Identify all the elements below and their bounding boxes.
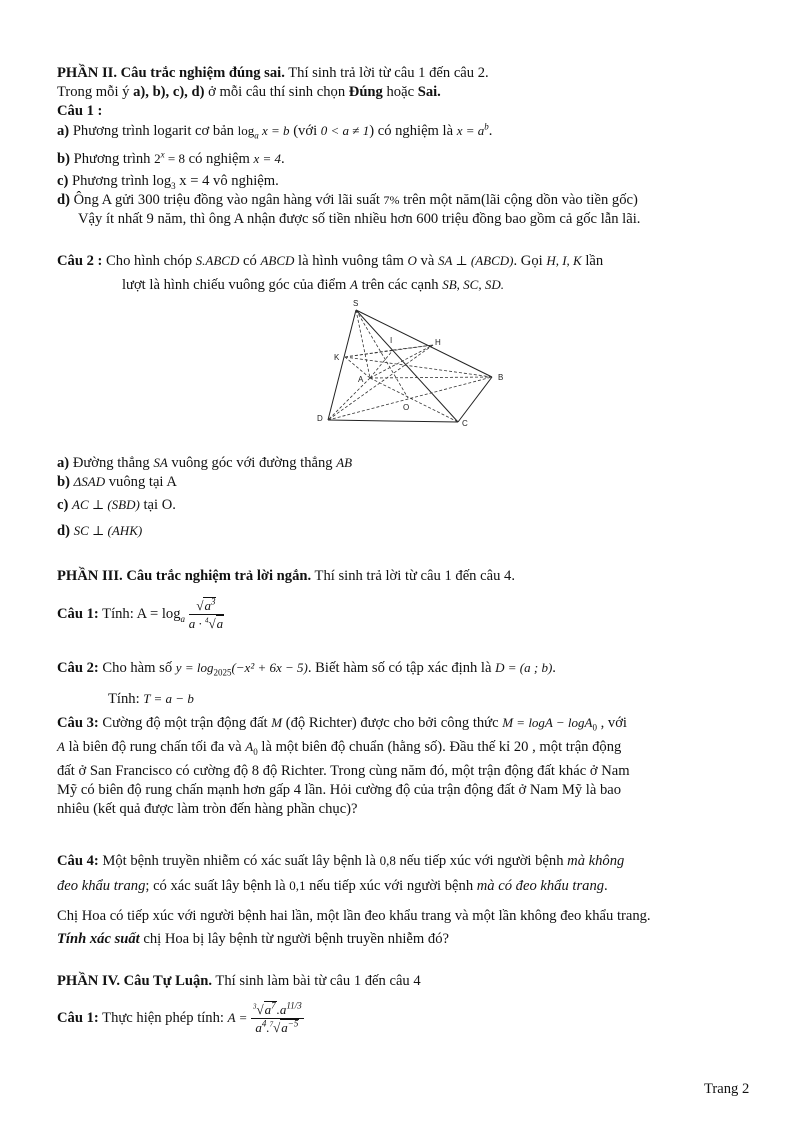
math-sub: 2025 [213, 667, 232, 678]
q-text-3: , với [596, 715, 627, 731]
q-text-2: nếu tiếp xúc với người bệnh [395, 853, 568, 869]
math-formula [502, 715, 597, 733]
math-sup: b [484, 121, 489, 132]
root [264, 1001, 277, 1018]
label-h: H [435, 338, 441, 347]
math-log: log [237, 123, 255, 138]
opt-label: a) [57, 123, 70, 139]
den-dot: . [266, 1020, 270, 1036]
part3-heading: PHẦN III. Câu trắc nghiệm trả lời ngắn. [57, 568, 312, 584]
math-3: O [407, 253, 417, 268]
p2-q2 [57, 252, 603, 270]
math-base: 2 [154, 151, 161, 166]
instr-sai: Sai. [417, 84, 441, 100]
root-index: 7 [269, 1020, 274, 1029]
instr-options: a), b), c), d) [133, 84, 205, 100]
p2-q2-c [57, 496, 176, 514]
math-1: S.ABCD [195, 253, 240, 268]
p3-q3-line2 [57, 738, 621, 756]
root-base: a [281, 1020, 288, 1036]
p2-q2-line2 [122, 276, 504, 294]
math-a0: A [245, 739, 254, 754]
math-sa: SA [153, 455, 168, 470]
opt-label: b) [57, 151, 70, 167]
q-text: lượt là hình chiếu vuông góc của điểm [122, 277, 350, 293]
math-x: x = a [456, 123, 485, 138]
edge-cb [458, 377, 492, 422]
pyramid-figure [310, 300, 510, 430]
opt-text: Phương trình logarit cơ bản [69, 123, 238, 139]
root-sup: −5 [287, 1018, 299, 1029]
math-5: H, I, K [546, 253, 582, 268]
math [237, 123, 290, 141]
math-rest: x = b [258, 123, 290, 138]
label-c: C [462, 419, 468, 428]
q-text-6: lần [581, 253, 604, 269]
edge-dc [328, 420, 458, 422]
opt-end: . [281, 151, 285, 167]
seg-ai [370, 350, 393, 378]
p3-q4-line3: Chị Hoa có tiếp xúc với người bệnh hai lần, một lần đeo khẩu trang và một lần không đeo khẩu trang. [57, 908, 651, 924]
label-a: A [358, 375, 364, 384]
q-end: . [552, 660, 556, 676]
root-index: 4 [204, 616, 209, 625]
label-k: K [334, 353, 340, 362]
math-ab: AB [336, 455, 353, 470]
p3-q3 [57, 714, 627, 732]
q-text-4: và [416, 253, 438, 269]
q-text-5: . Gọi [513, 253, 547, 269]
root-sup: 3 [210, 596, 216, 607]
part2-heading: PHẦN II. Câu trắc nghiệm đúng sai. [57, 65, 285, 81]
math-a: A [57, 739, 65, 754]
part4-heading: PHẦN IV. Câu Tự Luận. [57, 973, 213, 989]
den-base: a [255, 1020, 262, 1036]
seg-kb [345, 357, 492, 377]
math-sup: x [160, 149, 165, 160]
opt-text-2: x = 4 vô nghiệm. [175, 173, 279, 189]
p2-q1-d [57, 191, 638, 209]
part3-intro: Thí sinh trả lời từ câu 1 đến câu 4. [311, 568, 515, 584]
math-x: x = 4 [253, 151, 282, 166]
p3-q4-line2 [57, 877, 608, 895]
q-label: Câu 1: [57, 606, 99, 622]
opt-text: Ông A gửi 300 triệu đồng vào ngân hàng với lãi suất [69, 192, 384, 208]
edge-sb [356, 310, 492, 377]
q-text-2: trên các cạnh [357, 277, 443, 293]
part3-heading-line [57, 567, 515, 585]
q-text: Một bệnh truyền nhiễm có xác suất lây bệnh là [98, 853, 380, 869]
math-m: M [271, 715, 283, 730]
math-perp: SC ⊥ (AHK) [73, 523, 143, 538]
instr-text: Trong mỗi ý [57, 84, 134, 100]
part2-intro: Thí sinh trả lời từ câu 1 đến câu 2. [284, 65, 489, 81]
opt-text-2: (với [289, 123, 321, 139]
instr-dung: Đúng [348, 84, 383, 100]
diag-ac [370, 378, 458, 422]
math-perp: AC ⊥ (SBD) [72, 497, 140, 512]
prob-1: 0,8 [379, 853, 396, 868]
tinh-label: Tính: [108, 691, 144, 707]
p2-q2-d [57, 522, 142, 540]
q-text: là biên độ rung chấn tối đa và [64, 739, 246, 755]
opt-text: tại O. [139, 497, 176, 513]
p3-q2 [57, 659, 556, 677]
fraction [251, 1001, 304, 1036]
opt-text: Phương trình log [68, 173, 172, 189]
opt-text: vuông tại A [105, 474, 177, 490]
q-text: Tính: A = log [98, 606, 181, 622]
part2-instruction [57, 83, 441, 101]
math-a: A [350, 277, 358, 292]
p4-q1 [57, 998, 304, 1038]
opt-text: Đường thẳng [69, 455, 154, 471]
math-eq [154, 151, 185, 166]
root: a [216, 616, 224, 632]
q-text: Cho hình chóp [102, 253, 196, 269]
label-d: D [317, 414, 323, 423]
opt-label: d) [57, 523, 70, 539]
opt-rate: 7% [383, 193, 400, 207]
math-log: y = log [175, 660, 214, 675]
q-text-2: là một biên độ chuẩn (hằng số). Đầu thế kỉ 20 , một trận động [257, 739, 622, 755]
root-base: a [204, 598, 211, 614]
opt-text-2: trên một năm(lãi cộng dồn vào tiền gốc) [399, 192, 638, 208]
math-sub: a [180, 613, 186, 624]
p3-q3-line3: đất ở San Francisco có cường độ 8 độ Richter. Trong cùng năm đó, một trận động đất khác ở Nam [57, 763, 630, 779]
math-sol [457, 123, 489, 138]
math-rest: = 8 [164, 151, 185, 166]
math-2: ABCD [260, 253, 295, 268]
p2-q2-b [57, 473, 177, 491]
root [280, 1019, 299, 1036]
math-sub: 3 [171, 180, 176, 191]
p2-q1-label: Câu 1 : [57, 103, 103, 119]
math-y [175, 660, 308, 678]
p2-q1-d-line2: Vậy ít nhất 9 năm, thì ông A nhận được số tiền nhiều hơn 600 triệu đồng bao gồm cả gốc lẫn lãi. [78, 211, 641, 227]
math-sub: a [254, 130, 259, 141]
edge-ad [328, 378, 370, 420]
q-italic: đeo khẩu trang [57, 878, 146, 894]
opt-text-3: ) có nghiệm là [369, 123, 457, 139]
p2-q1-b [57, 150, 285, 168]
p3-q3-line5: nhiêu (kết quả được làm tròn đến hàng phần chục)? [57, 801, 358, 817]
q-text: Cường độ một trận động đất [98, 715, 272, 731]
opt-label: c) [57, 497, 69, 513]
den-sup: 4 [261, 1018, 267, 1029]
q-label: Câu 2: [57, 660, 99, 676]
instr-text-2: ở mỗi câu thí sinh chọn [204, 84, 349, 100]
opt-label: c) [57, 173, 69, 189]
root-index: 3 [253, 1002, 257, 1011]
math-t: T = a − b [143, 691, 194, 706]
p2-q2-a [57, 454, 352, 472]
math-edges: SB, SC, SD. [442, 277, 504, 292]
part2-heading-line [57, 64, 489, 82]
q-text-2: . Biết hàm số có tập xác định là [307, 660, 496, 676]
den-a: a · [188, 616, 205, 632]
seg-ki [345, 350, 393, 357]
q-text: ; có xác suất lây bệnh là [145, 878, 290, 894]
q-text-2: (độ Richter) được cho bởi công thức [282, 715, 503, 731]
math-triangle: ΔSAD [73, 474, 106, 489]
label-s: S [353, 300, 359, 308]
fraction-den: a · $^4$√a [188, 616, 224, 632]
math-4: SA ⊥ (ABCD) [437, 253, 514, 268]
prob-2: 0,1 [289, 878, 306, 893]
hidden-lines [328, 310, 492, 422]
q-text-2: nếu tiếp xúc với người bệnh [305, 878, 477, 894]
opt-end: . [488, 123, 493, 139]
opt-text: Phương trình [69, 151, 155, 167]
opt-text-2: có nghiệm [184, 151, 254, 167]
math-cond: 0 < a ≠ 1 [320, 123, 370, 138]
q-end: . [604, 878, 608, 894]
math-domain: D = (a ; b) [495, 660, 553, 675]
instr-hoac: hoặc [382, 84, 418, 100]
root [203, 597, 216, 614]
num-mid: .a [276, 1002, 287, 1018]
q-bold-italic: Tính xác suất [57, 931, 140, 947]
q-italic: mà không [567, 853, 625, 869]
formula: M = logA − logA [502, 715, 593, 730]
label-o: O [403, 403, 410, 412]
label-b: B [498, 373, 504, 382]
diag-bd [328, 377, 492, 420]
p3-q4 [57, 852, 624, 870]
p3-q2-tinh [108, 690, 194, 708]
q-text: Cho hàm số [98, 660, 176, 676]
part4-intro: Thí sinh làm bài từ câu 1 đến câu 4 [212, 973, 421, 989]
opt-text-2: vuông góc với đường thẳng [167, 455, 337, 471]
p3-q4-line4 [57, 930, 449, 948]
q-text-3: là hình vuông tâm [294, 253, 408, 269]
math-arg: (−x² + 6x − 5) [231, 660, 308, 675]
formula-sub: 0 [592, 722, 597, 733]
edge-sd [328, 310, 356, 420]
p3-q3-line4: Mỹ có biên độ rung chấn mạnh hơn gấp 4 lần. Hỏi cường độ của trận động đất ở Nam Mỹ là bao [57, 782, 622, 798]
q-label: Câu 3: [57, 715, 99, 731]
opt-label: d) [57, 192, 70, 208]
opt-label: b) [57, 474, 70, 490]
page-number: Trang 2 [704, 1081, 750, 1097]
fraction-den: $a^4.^7√a^{-5}$ [255, 1018, 299, 1036]
q-text-2: có [239, 253, 261, 269]
root-sup: 7 [271, 1000, 276, 1011]
q-text: Thực hiện phép tính: [98, 1010, 228, 1026]
p2-q1-c [57, 172, 279, 190]
q-label: Câu 4: [57, 853, 99, 869]
opt-label: a) [57, 455, 70, 471]
p3-q1 [57, 596, 224, 632]
q-label: Câu 1: [57, 1010, 99, 1026]
q-label: Câu 2 : [57, 253, 103, 269]
fraction [189, 597, 224, 632]
root-base: a [264, 1002, 272, 1018]
num-exp: 11/3 [286, 1000, 302, 1011]
math-lhs: A = [227, 1010, 248, 1025]
fraction-num: $^3√a^7.a^{11/3}$ [253, 1000, 302, 1018]
q-italic-2: mà có đeo khẩu trang [476, 878, 605, 894]
part4-heading-line [57, 972, 421, 990]
label-i: I [390, 336, 393, 345]
math-sub: 0 [253, 746, 258, 757]
fraction-num: $√a^3$ [189, 597, 224, 615]
q-text: chị Hoa bị lây bệnh từ người bệnh truyền nhiễm đó? [139, 931, 449, 947]
p2-q1-a [57, 122, 492, 140]
